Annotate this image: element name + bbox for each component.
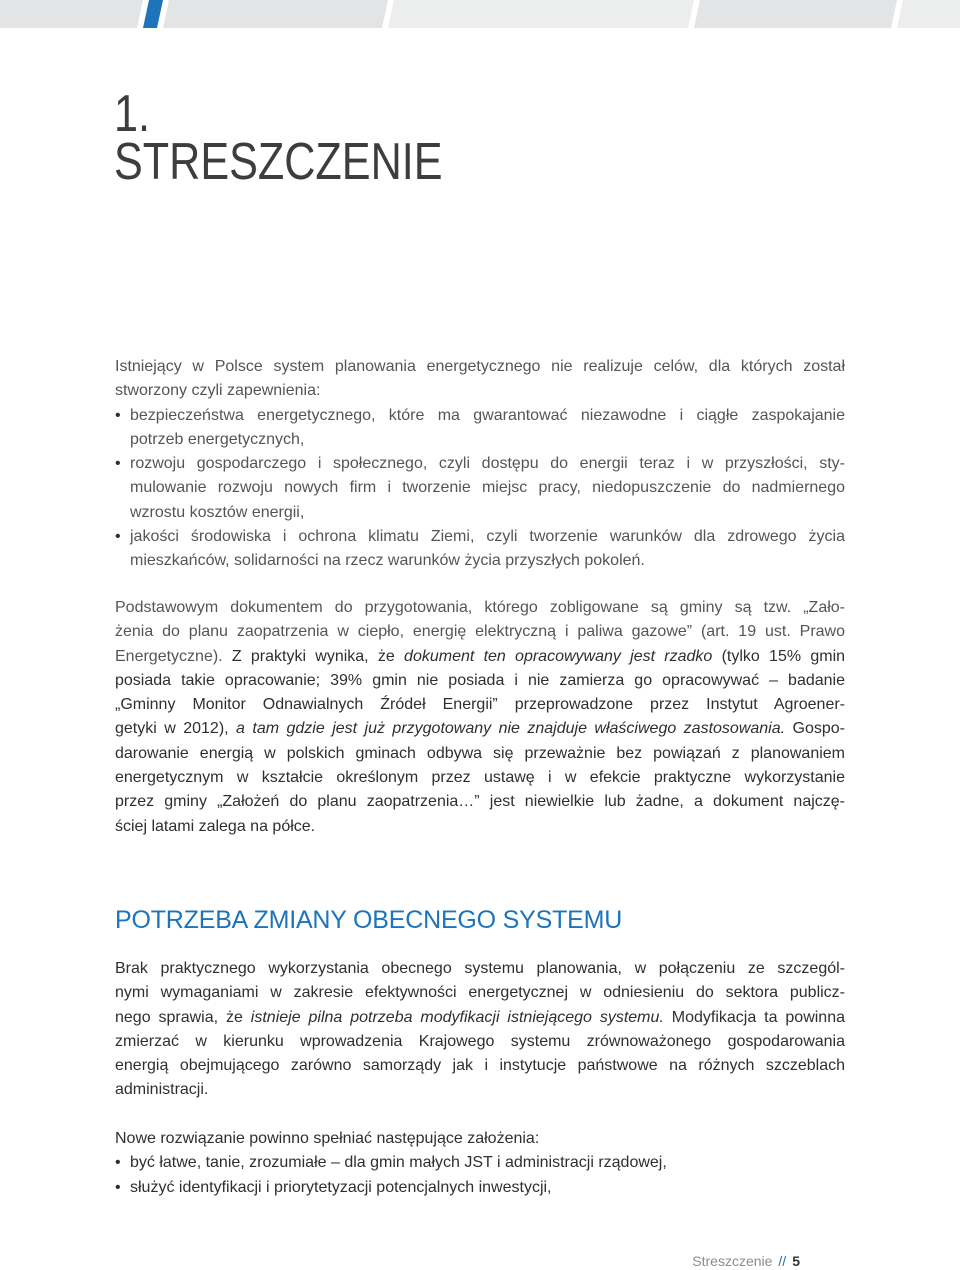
bullet-text xyxy=(130,1151,845,1175)
section-title: STRESZCZENIE xyxy=(114,133,443,191)
text-run: służyć identyfikacji i priorytetyzacji potencjalnych inwestycji, xyxy=(130,1178,552,1196)
text-run: bezpieczeństwa energetycznego, które ma gwarantować niezawodne i ciągłe zaspokajanie xyxy=(130,406,845,424)
text-line xyxy=(115,379,845,403)
text-line xyxy=(115,717,845,741)
emphasized-text: istnieje pilna potrzeba modyfikacji istniejącego systemu. xyxy=(250,1008,664,1026)
text-run: Modyfikacja ta powinna xyxy=(663,1008,846,1026)
bullet-text xyxy=(130,404,845,453)
bullet-text xyxy=(130,452,845,525)
text-line xyxy=(130,404,845,428)
text-run: (tylko 15% gmin xyxy=(712,647,846,665)
text-line xyxy=(115,596,845,620)
bullet-marker: • xyxy=(115,1154,121,1172)
text-run: Energetyczne). xyxy=(115,647,232,665)
bullet-text xyxy=(130,1176,845,1200)
emphasized-text: dokument ten opracowywany jest rzadko xyxy=(404,647,713,665)
header-band-stripe xyxy=(0,0,143,28)
text-run: nego sprawia, że xyxy=(115,1008,251,1026)
header-band-stripe xyxy=(897,0,960,28)
text-run: energią obejmującego zarówno samorządy jak i instytucje państwowe na różnych szczeblach xyxy=(115,1057,845,1075)
bullet-item xyxy=(115,525,845,574)
text-run: jakości środowiska i ochrona klimatu Ziemi, czyli tworzenie warunków dla zdrowego życia xyxy=(130,528,845,546)
header-band-stripe xyxy=(163,0,388,28)
text-line xyxy=(115,957,845,981)
bullet-item xyxy=(115,1176,845,1200)
text-line xyxy=(115,742,845,766)
text-run: „Gminny Monitor Odnawialnych Źródeł Energii” przeprowadzone przez Instytut Agroener- xyxy=(115,696,845,714)
text-run: Brak praktycznego wykorzystania obecnego systemu planowania, w połączeniu ze szczegól- xyxy=(115,960,845,977)
text-run: getyki w 2012), xyxy=(115,720,237,738)
page-footer xyxy=(692,1253,800,1269)
text-line xyxy=(115,620,845,644)
text-run: administracji. xyxy=(115,1081,209,1099)
text-line xyxy=(130,1151,845,1175)
text-line xyxy=(130,1176,845,1200)
bullet-marker: • xyxy=(115,1178,121,1196)
text-run: wzrostu kosztów energii, xyxy=(130,503,305,521)
bullet-marker: • xyxy=(115,528,121,546)
text-line xyxy=(115,1006,845,1030)
bullet-item xyxy=(115,404,845,453)
header-band xyxy=(0,0,960,28)
intro-block xyxy=(115,355,845,574)
text-line xyxy=(115,1127,845,1151)
footer-separator: // xyxy=(778,1253,787,1269)
text-line xyxy=(115,645,845,669)
text-line xyxy=(115,790,845,814)
page-number: 5 xyxy=(792,1253,800,1269)
bullet-text xyxy=(130,525,845,574)
intro-bullet-list xyxy=(115,404,845,574)
text-line xyxy=(130,476,845,500)
subsection-paragraph xyxy=(115,957,845,1103)
subsection-heading: POTRZEBA ZMIANY OBECNEGO SYSTEMU xyxy=(115,906,623,934)
text-run: rozwoju gospodarczego i społecznego, czyli dostępu do energii teraz i w przyszłości, sty- xyxy=(130,455,845,473)
footer-section-name: Streszczenie xyxy=(692,1253,773,1269)
text-run: posiada takie opracowanie; 39% gmin nie posiada i nie zamierza go opracowywać – badanie xyxy=(115,671,845,689)
intro-paragraph xyxy=(115,355,845,404)
bullet-marker: • xyxy=(115,406,121,424)
text-run: nymi wymaganiami w zakresie efektywności energetycznej w odniesieniu do sektora publicz- xyxy=(115,984,845,1002)
text-line xyxy=(115,766,845,790)
text-run: przez gminy „Założeń do planu zaopatrzenia…” jest niewielkie lub żadne, a dokument najczę- xyxy=(115,793,845,811)
text-run: Nowe rozwiązanie powinno spełniać następujące założenia: xyxy=(115,1130,540,1147)
text-run: energetycznym w kształcie określonym przez ustawę i w efekcie praktyczne wykorzystanie xyxy=(115,769,845,787)
text-line xyxy=(115,815,845,839)
text-run: darowanie energią w polskich gminach odbywa się przeważnie bez powiązań z planowaniem xyxy=(115,744,845,762)
header-band-stripe xyxy=(388,0,694,28)
requirements-bullet-list xyxy=(115,1151,845,1200)
text-line xyxy=(130,452,845,476)
text-line xyxy=(115,1078,845,1102)
text-line xyxy=(115,1054,845,1078)
text-run: zmierzać w kierunku wprowadzenia Krajowego systemu zrównoważonego gospodarowania xyxy=(115,1032,845,1050)
header-band-accent-stripe xyxy=(143,0,163,28)
text-run: Podstawowym dokumentem do przygotowania, którego zobligowane są gminy są tzw. „Zało- xyxy=(115,599,845,616)
bullet-marker: • xyxy=(115,455,121,473)
text-run: mulowanie rozwoju nowych firm i tworzenie miejsc pracy, niedopuszczenie do nadmiernego xyxy=(130,479,845,497)
text-line xyxy=(130,501,845,525)
requirements-block xyxy=(115,1127,845,1200)
text-run: potrzeb energetycznych, xyxy=(130,430,305,448)
context-paragraph xyxy=(115,596,845,839)
text-run: stworzony czyli zapewnienia: xyxy=(115,382,321,400)
text-run: mieszkańców, solidarności na rzecz warunków życia przyszłych pokoleń. xyxy=(130,552,645,570)
bullet-item xyxy=(115,452,845,525)
text-line xyxy=(130,549,845,573)
text-line xyxy=(115,693,845,717)
text-run: Z praktyki wynika, że xyxy=(231,647,405,665)
text-run: być łatwe, tanie, zrozumiałe – dla gmin małych JST i administracji rządowej, xyxy=(130,1154,667,1172)
header-band-stripe xyxy=(694,0,897,28)
text-line xyxy=(115,669,845,693)
bullet-item xyxy=(115,1151,845,1175)
text-run: żenia do planu zaopatrzenia w ciepło, energię elektryczną i paliwa gazowe” (art. 19 ust. Prawo xyxy=(115,623,845,641)
text-line xyxy=(130,525,845,549)
text-line xyxy=(115,981,845,1005)
text-line xyxy=(115,1030,845,1054)
text-line xyxy=(130,428,845,452)
requirements-lead xyxy=(115,1127,845,1151)
text-run: Istniejący w Polsce system planowania energetycznego nie realizuje celów, dla których został xyxy=(115,358,845,375)
text-run: ściej latami zalega na półce. xyxy=(115,817,316,835)
text-line xyxy=(115,355,845,379)
section-number: 1. xyxy=(114,85,151,143)
text-run: Gospo- xyxy=(785,720,845,738)
emphasized-text: a tam gdzie jest już przygotowany nie znajduje właściwego zastosowania. xyxy=(236,720,786,738)
